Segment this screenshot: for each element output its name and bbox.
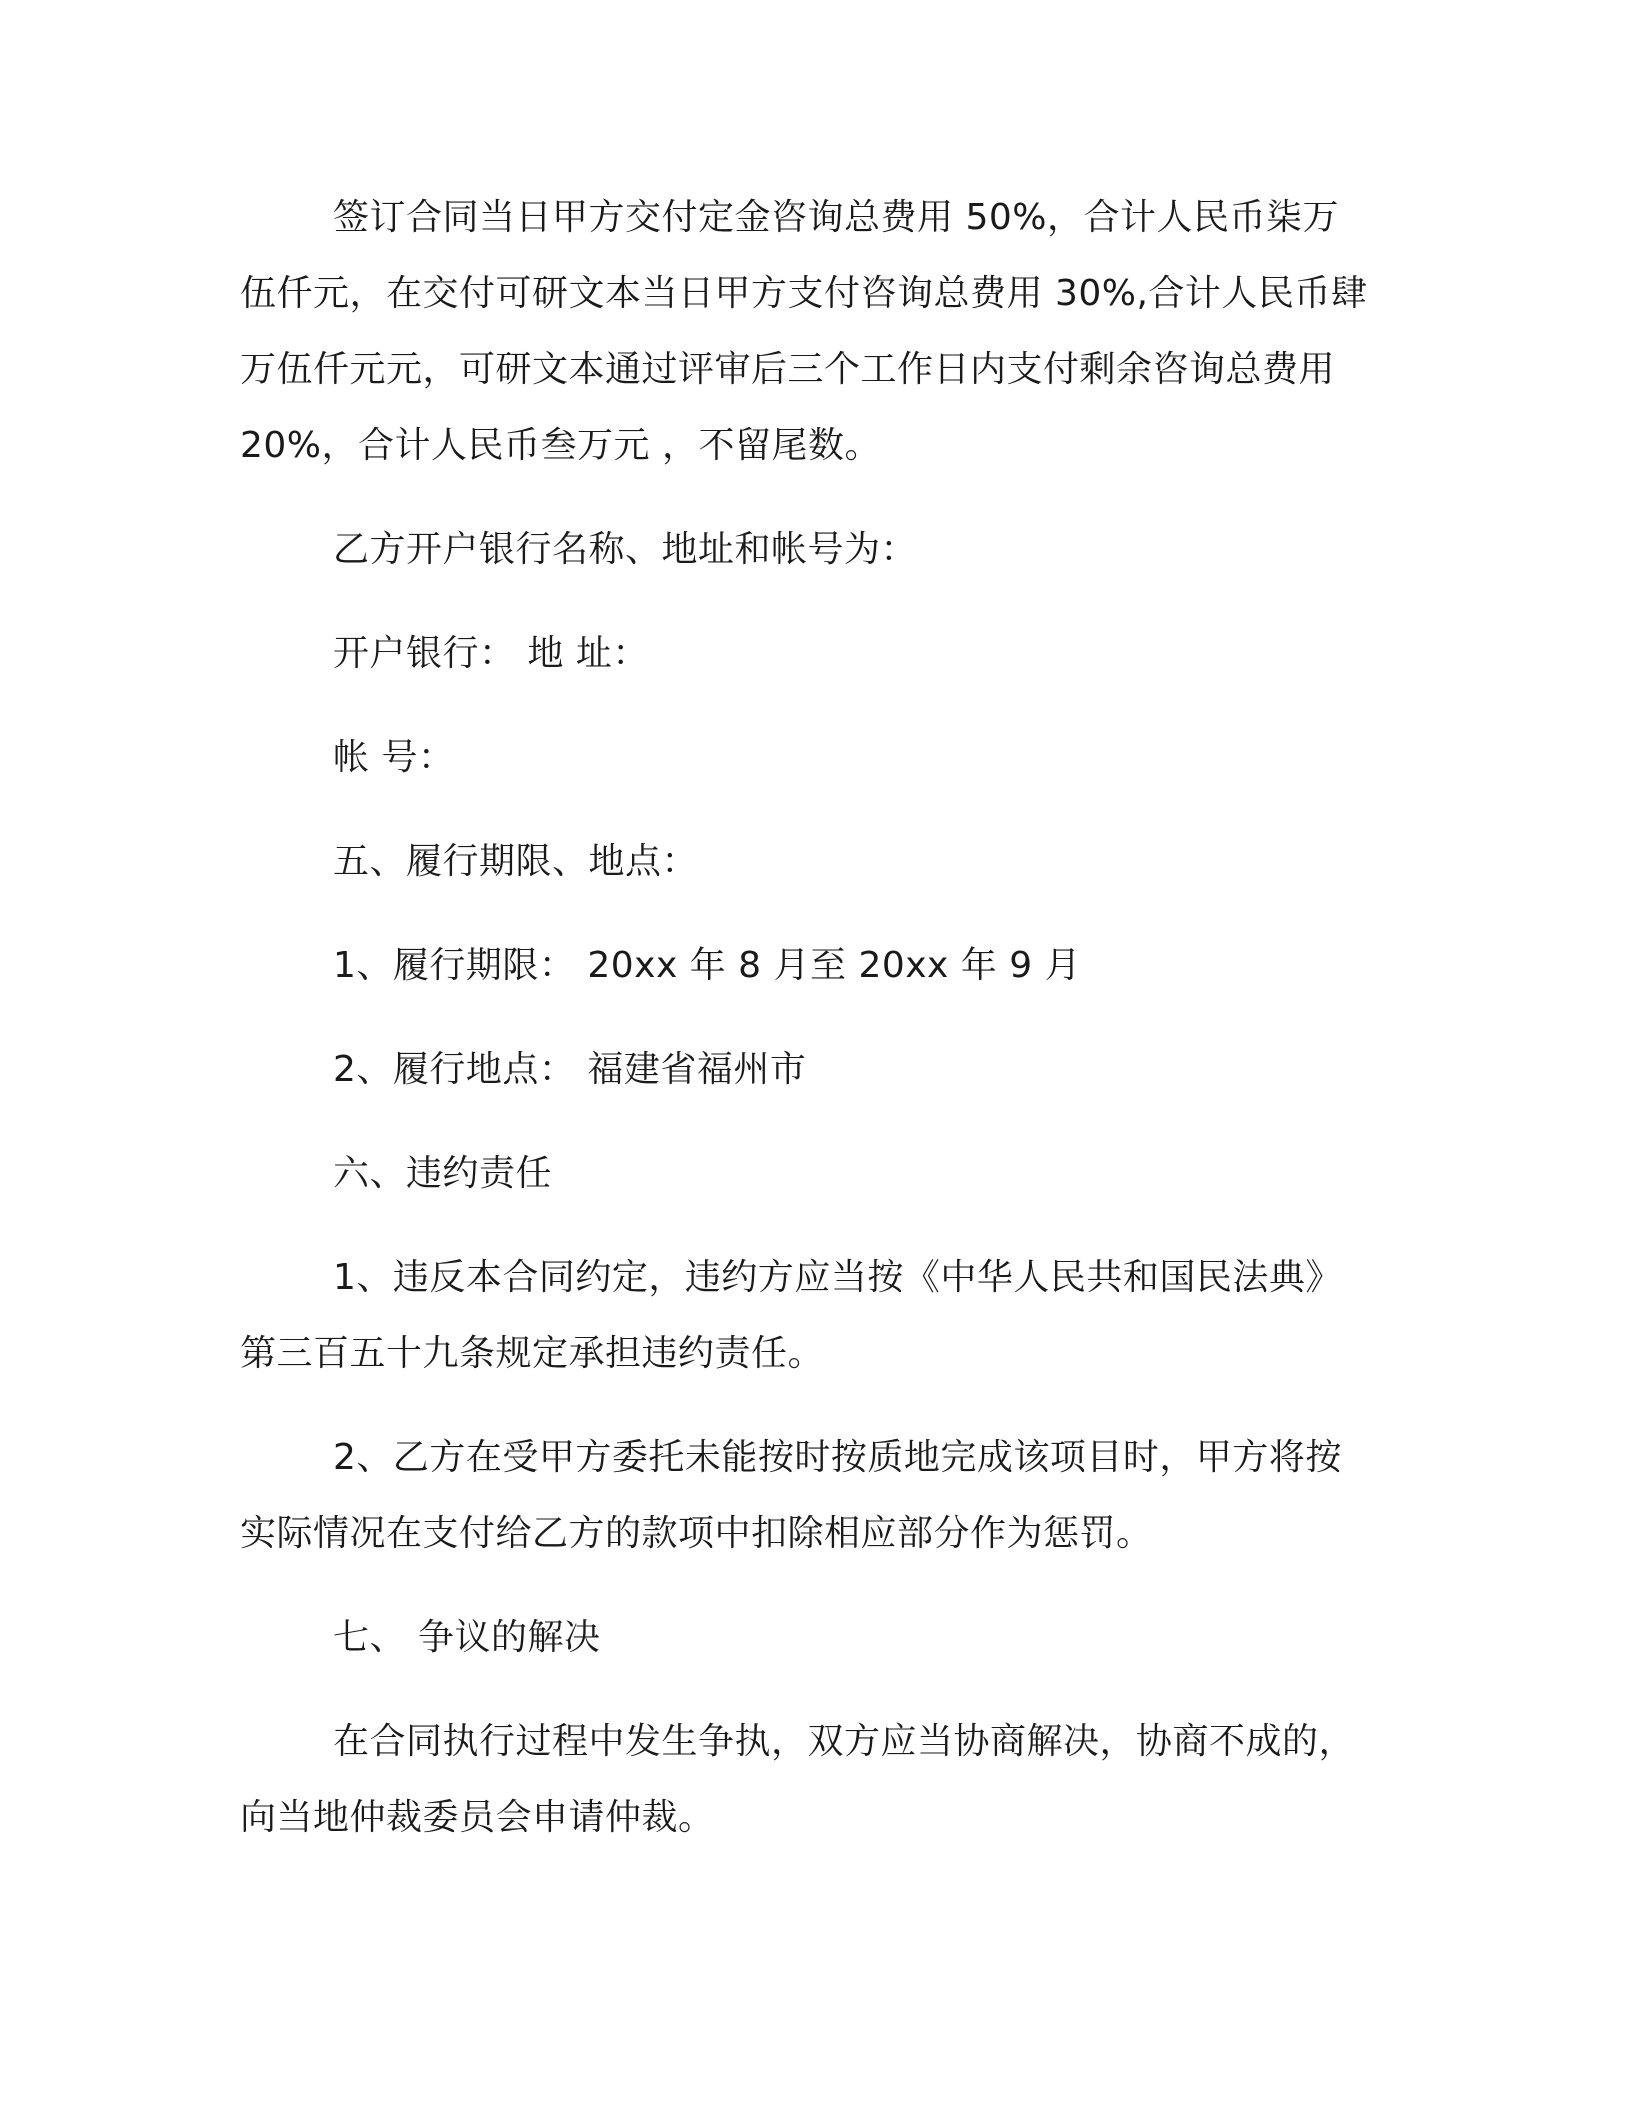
bank-name-address: 开户银行： 地 址： [333, 633, 649, 674]
fee-paragraph-line-1: 签订合同当日甲方交付定金咨询总费用 50%，合计人民币柒万 [333, 197, 1339, 238]
fee-paragraph-line-4: 20%，合计人民币叁万元 ，不留尾数。 [240, 425, 881, 466]
section-6-title: 六、违约责任 [333, 1153, 553, 1194]
section-6-item-2-line-1: 2、乙方在受甲方委托未能按时按质地完成该项目时，甲方将按 [333, 1437, 1342, 1478]
section-7-title: 七、 争议的解决 [333, 1617, 601, 1658]
bank-intro: 乙方开户银行名称、地址和帐号为： [333, 529, 918, 570]
section-6-item-1-line-2: 第三百五十九条规定承担违约责任。 [240, 1333, 825, 1374]
section-5-item-1: 1、履行期限： 20xx 年 8 月至 20xx 年 9 月 [333, 945, 1082, 986]
section-5-title: 五、履行期限、地点： [333, 841, 699, 882]
section-5-item-2: 2、履行地点： 福建省福州市 [333, 1049, 807, 1090]
section-7-paragraph-line-1: 在合同执行过程中发生争执，双方应当协商解决，协商不成的， [333, 1721, 1356, 1762]
section-6-item-2-line-2: 实际情况在支付给乙方的款项中扣除相应部分作为惩罚。 [240, 1513, 1153, 1554]
fee-paragraph-line-2: 伍仟元，在交付可研文本当日甲方支付咨询总费用 30%,合计人民币肆 [240, 273, 1368, 314]
account-number: 帐 号： [333, 737, 455, 778]
fee-paragraph-line-3: 万伍仟元元，可研文本通过评审后三个工作日内支付剩余咨询总费用 [240, 349, 1336, 390]
section-6-item-1-line-1: 1、违反本合同约定，违约方应当按《中华人民共和国民法典》 [333, 1257, 1342, 1298]
section-7-paragraph-line-2: 向当地仲裁委员会申请仲裁。 [240, 1797, 715, 1838]
